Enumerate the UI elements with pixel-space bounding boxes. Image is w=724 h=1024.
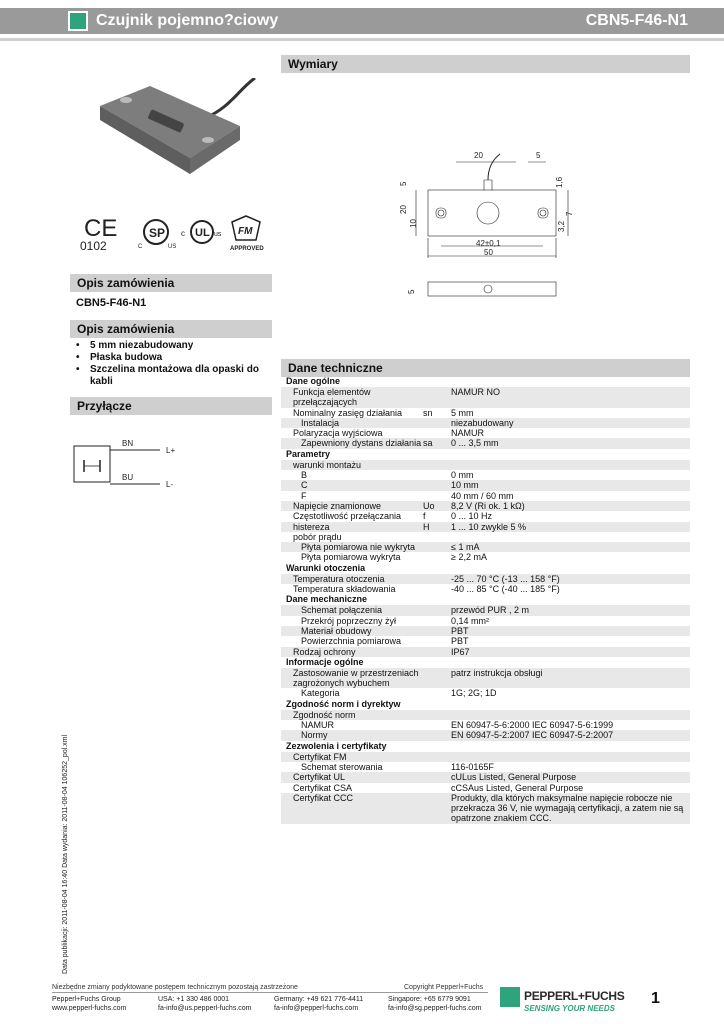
tech-row bbox=[281, 532, 690, 542]
tech-label: Temperatura otoczenia bbox=[293, 573, 385, 584]
footer-web-link[interactable]: www.pepperl-fuchs.com bbox=[52, 1005, 127, 1012]
svg-text:C: C bbox=[138, 244, 143, 250]
tech-symbol bbox=[423, 720, 451, 730]
tech-value: 0 mm bbox=[451, 470, 474, 481]
logo-tagline: SENSING YOUR NEEDS bbox=[524, 1004, 615, 1013]
tech-symbol bbox=[423, 688, 451, 698]
tech-row bbox=[281, 501, 690, 511]
footer-note: Niezbędne zmiany podyktowane postępem technicznym pozostają zastrzeżone bbox=[52, 984, 298, 991]
order-code: CBN5-F46-N1 bbox=[76, 297, 147, 309]
tech-row bbox=[281, 511, 690, 521]
tech-value: 10 mm bbox=[451, 480, 479, 491]
svg-text:10: 10 bbox=[409, 219, 418, 228]
footer-usa-phone: USA: +1 330 486 0001 bbox=[158, 996, 230, 1003]
tech-value: 8,2 V (Ri ok. 1 kΩ) bbox=[451, 500, 525, 511]
tech-label: Płyta pomiarowa wykryta bbox=[301, 552, 401, 563]
tech-label: histereza bbox=[293, 521, 330, 532]
footer-usa-mail[interactable]: fa-info@us.pepperl-fuchs.com bbox=[158, 1005, 252, 1012]
tech-value: 5 mm bbox=[451, 407, 474, 418]
tech-symbol bbox=[423, 605, 451, 615]
dimensions-heading: Wymiary bbox=[281, 55, 690, 73]
tech-label: Certyfikat CSA bbox=[293, 782, 353, 793]
tech-row bbox=[281, 783, 690, 793]
tech-label: Nominalny zasięg działania bbox=[293, 407, 403, 418]
tech-value: 116-0165F bbox=[451, 761, 494, 772]
tech-label: Schemat połączenia bbox=[301, 605, 383, 616]
ce-number: 0102 bbox=[80, 239, 107, 253]
tech-label: warunki montażu bbox=[293, 459, 362, 470]
tech-value: EN 60947-5-2:2007 IEC 60947-5-2:2007 bbox=[451, 730, 614, 741]
tech-symbol bbox=[423, 470, 451, 480]
tech-value: NAMUR bbox=[451, 428, 484, 439]
tech-group-heading: Warunki otoczenia bbox=[286, 562, 366, 573]
tech-symbol: H bbox=[423, 521, 430, 532]
tech-row bbox=[281, 710, 690, 720]
tech-value: Produkty, dla których maksymalne napięcie robocze nie przekracza 36 V, nie wymagają certyfikacji, a zatem nie są opatrzone znakiem CCC. bbox=[451, 792, 684, 824]
svg-text:US: US bbox=[168, 244, 177, 250]
footer-singapore-phone: Singapore: +65 6779 9091 bbox=[388, 996, 471, 1003]
svg-text:20: 20 bbox=[474, 151, 483, 160]
publication-info: Data publikacji: 2011-08-04 16:40 Data wydania: 2011-08-04 106252_pol.xml bbox=[62, 734, 69, 974]
tech-symbol bbox=[423, 710, 451, 720]
tech-symbol bbox=[423, 387, 451, 408]
footer-singapore bbox=[388, 995, 481, 1013]
tech-value: EN 60947-5-6:2000 IEC 60947-5-6:1999 bbox=[451, 720, 614, 731]
tech-symbol bbox=[423, 762, 451, 772]
tech-value bbox=[451, 710, 690, 720]
tech-label: Funkcja elementów przełączających bbox=[293, 387, 371, 408]
tech-value: ≤ 1 mA bbox=[451, 542, 480, 553]
svg-text:42±0,1: 42±0,1 bbox=[476, 239, 501, 248]
tech-group-heading: Dane ogólne bbox=[286, 376, 341, 386]
tech-value bbox=[451, 532, 690, 542]
l-minus-label: L- bbox=[166, 480, 174, 489]
tech-label: NAMUR bbox=[301, 720, 334, 731]
tech-row bbox=[281, 730, 690, 740]
tech-value: 0 ... 10 Hz bbox=[451, 511, 493, 522]
tech-group-heading: Dane mechaniczne bbox=[286, 594, 368, 605]
product-photo bbox=[90, 78, 260, 188]
tech-row bbox=[281, 428, 690, 438]
svg-text:c: c bbox=[181, 229, 185, 238]
tech-data-heading: Dane techniczne bbox=[281, 359, 690, 377]
tech-row bbox=[281, 668, 690, 689]
tech-label: Zastosowanie w przestrzeniach zagrożonych wybuchem bbox=[293, 667, 419, 689]
tech-symbol bbox=[423, 491, 451, 501]
tech-row bbox=[281, 438, 690, 448]
company-logo bbox=[500, 987, 650, 1015]
footer-group bbox=[52, 995, 126, 1013]
svg-text:FM: FM bbox=[238, 226, 253, 237]
tech-row bbox=[281, 408, 690, 418]
connection-heading: Przyłącze bbox=[70, 397, 272, 415]
tech-value: patrz instrukcja obsługi bbox=[451, 667, 543, 678]
tech-value: NAMUR NO bbox=[451, 387, 500, 397]
svg-text:3,2: 3,2 bbox=[557, 220, 566, 232]
tech-label: Powierzchnia pomiarowa bbox=[301, 636, 402, 647]
tech-label: Certyfikat UL bbox=[293, 772, 346, 783]
tech-row bbox=[281, 762, 690, 772]
tech-symbol: Uo bbox=[423, 500, 435, 511]
tech-value: IP67 bbox=[451, 646, 470, 657]
tech-symbol: f bbox=[423, 511, 426, 522]
tech-value: PBT bbox=[451, 625, 469, 636]
tech-symbol bbox=[423, 584, 451, 594]
tech-symbol: sn bbox=[423, 407, 433, 418]
tech-symbol bbox=[423, 418, 451, 428]
title-bar bbox=[0, 8, 724, 34]
tech-value: -25 ... 70 °C (-13 ... 158 °F) bbox=[451, 573, 560, 584]
tech-row bbox=[281, 688, 690, 698]
tech-label: Polaryzacja wyjściowa bbox=[293, 428, 383, 439]
tech-value: cULus Listed, General Purpose bbox=[451, 772, 577, 783]
logo-text: PEPPERL+FUCHS bbox=[524, 989, 625, 1003]
tech-label: Przekrój poprzeczny żył bbox=[301, 615, 397, 626]
svg-text:5: 5 bbox=[399, 181, 408, 186]
tech-label: Temperatura składowania bbox=[293, 584, 396, 595]
dimension-drawing bbox=[396, 140, 596, 310]
tech-value: 1G; 2G; 1D bbox=[451, 688, 497, 699]
order-description-heading: Opis zamówienia bbox=[70, 274, 272, 292]
feature-item: • Płaska budowa bbox=[76, 352, 276, 364]
tech-value: niezabudowany bbox=[451, 417, 514, 428]
tech-value: 0 ... 3,5 mm bbox=[451, 438, 499, 449]
tech-value bbox=[451, 752, 690, 762]
feature-item: • 5 mm niezabudowany bbox=[76, 340, 276, 352]
tech-row bbox=[281, 387, 690, 408]
footer-germany-phone: Germany: +49 621 776-4411 bbox=[274, 996, 364, 1003]
certification-logos bbox=[80, 212, 270, 256]
footer-usa bbox=[158, 995, 251, 1013]
tech-value: PBT bbox=[451, 636, 469, 647]
tech-symbol bbox=[423, 636, 451, 646]
tech-label: F bbox=[301, 490, 307, 501]
svg-text:20: 20 bbox=[399, 205, 408, 214]
tech-symbol bbox=[423, 532, 451, 542]
svg-text:SP: SP bbox=[149, 226, 166, 240]
tech-symbol bbox=[423, 480, 451, 490]
tech-data-table bbox=[281, 376, 690, 824]
svg-text:5: 5 bbox=[407, 289, 416, 294]
feature-list bbox=[76, 340, 276, 388]
product-code: CBN5-F46-N1 bbox=[585, 12, 688, 29]
tech-row bbox=[281, 636, 690, 646]
tech-symbol bbox=[423, 542, 451, 552]
brand-square-icon bbox=[68, 11, 88, 31]
tech-label: Zgodność norm bbox=[293, 709, 356, 720]
footer-group-name: Pepperl+Fuchs Group bbox=[52, 996, 121, 1003]
svg-text:CE: CE bbox=[84, 215, 118, 242]
tech-symbol bbox=[423, 552, 451, 562]
tech-value: cCSAus Listed, General Purpose bbox=[451, 782, 584, 793]
tech-group-heading: Zezwolenia i certyfikaty bbox=[286, 740, 387, 751]
tech-label: Płyta pomiarowa nie wykryta bbox=[301, 542, 416, 553]
tech-symbol bbox=[423, 574, 451, 584]
footer-singapore-mail[interactable]: fa-info@sg.pepperl-fuchs.com bbox=[388, 1005, 482, 1012]
tech-row bbox=[281, 470, 690, 480]
svg-text:APPROVED: APPROVED bbox=[230, 246, 264, 252]
tech-value: 40 mm / 60 mm bbox=[451, 490, 514, 501]
tech-group-heading: Zgodność norm i dyrektyw bbox=[286, 698, 401, 709]
tech-label: Napięcie znamionowe bbox=[293, 500, 382, 511]
tech-symbol bbox=[423, 626, 451, 636]
tech-row bbox=[281, 626, 690, 636]
svg-text:7: 7 bbox=[565, 211, 574, 216]
tech-label: Kategoria bbox=[301, 688, 340, 699]
footer-copyright: Copyright Pepperl+Fuchs bbox=[404, 984, 484, 991]
tech-symbol bbox=[423, 793, 451, 824]
tech-label: Schemat sterowania bbox=[301, 761, 383, 772]
connection-diagram bbox=[66, 436, 196, 496]
tech-symbol bbox=[423, 772, 451, 782]
svg-text:us: us bbox=[214, 231, 222, 238]
page-title: Czujnik pojemno?ciowy bbox=[96, 12, 279, 29]
tech-row bbox=[281, 552, 690, 562]
tech-symbol bbox=[423, 668, 451, 689]
tech-symbol bbox=[423, 647, 451, 657]
tech-row bbox=[281, 491, 690, 501]
logo-mark-icon bbox=[500, 987, 520, 1007]
tech-label: Rodzaj ochrony bbox=[293, 646, 356, 657]
tech-value: ≥ 2,2 mA bbox=[451, 552, 487, 563]
svg-text:50: 50 bbox=[484, 248, 493, 257]
tech-row bbox=[281, 522, 690, 532]
tech-value: 0,14 mm² bbox=[451, 615, 490, 626]
header-divider bbox=[0, 38, 724, 41]
tech-label: Materiał obudowy bbox=[301, 625, 372, 636]
tech-label: Instalacja bbox=[301, 417, 340, 428]
footer-divider bbox=[52, 992, 488, 993]
tech-row bbox=[281, 647, 690, 657]
tech-row bbox=[281, 480, 690, 490]
l-plus-label: L+ bbox=[166, 446, 176, 455]
tech-label: pobór prądu bbox=[293, 531, 342, 542]
footer-germany bbox=[274, 995, 363, 1013]
feature-item: • Szczelina montażowa dla opaski do kabli bbox=[76, 364, 276, 388]
footer-germany-mail[interactable]: fa-info@pepperl-fuchs.com bbox=[274, 1005, 359, 1012]
svg-text:UL: UL bbox=[195, 227, 210, 239]
tech-row bbox=[281, 720, 690, 730]
svg-text:1,6: 1,6 bbox=[555, 176, 564, 188]
tech-row bbox=[281, 605, 690, 615]
tech-symbol bbox=[423, 730, 451, 740]
tech-symbol bbox=[423, 752, 451, 762]
tech-row bbox=[281, 584, 690, 594]
tech-symbol bbox=[423, 616, 451, 626]
tech-label: Częstotliwość przełączania bbox=[293, 511, 402, 522]
tech-row bbox=[281, 793, 690, 824]
order-description-heading-2: Opis zamówienia bbox=[70, 320, 272, 338]
tech-value bbox=[451, 460, 690, 470]
tech-symbol bbox=[423, 460, 451, 470]
page-number: 1 bbox=[651, 990, 660, 1007]
tech-label: Certyfikat FM bbox=[293, 751, 347, 762]
wire-bn-label: BN bbox=[122, 439, 134, 448]
tech-value: przewód PUR , 2 m bbox=[451, 605, 530, 616]
tech-group-heading: Parametry bbox=[286, 448, 331, 459]
tech-label: C bbox=[301, 480, 308, 491]
tech-row bbox=[281, 752, 690, 762]
tech-symbol bbox=[423, 783, 451, 793]
tech-row bbox=[281, 418, 690, 428]
tech-label: Normy bbox=[301, 730, 328, 741]
tech-row bbox=[281, 616, 690, 626]
tech-value: 1 ... 10 zwykle 5 % bbox=[451, 521, 527, 532]
tech-label: B bbox=[301, 470, 308, 481]
tech-label: Zapewniony dystans działania bbox=[301, 438, 422, 449]
tech-value: -40 ... 85 °C (-40 ... 185 °F) bbox=[451, 584, 560, 595]
tech-row bbox=[281, 542, 690, 552]
tech-label: Certyfikat CCC bbox=[293, 792, 354, 803]
tech-symbol bbox=[423, 428, 451, 438]
wire-bu-label: BU bbox=[122, 473, 134, 482]
tech-row bbox=[281, 772, 690, 782]
svg-text:5: 5 bbox=[536, 151, 541, 160]
tech-group-heading: Informacje ogólne bbox=[286, 656, 364, 667]
tech-symbol: sa bbox=[423, 438, 433, 449]
tech-row bbox=[281, 460, 690, 470]
tech-row bbox=[281, 574, 690, 584]
